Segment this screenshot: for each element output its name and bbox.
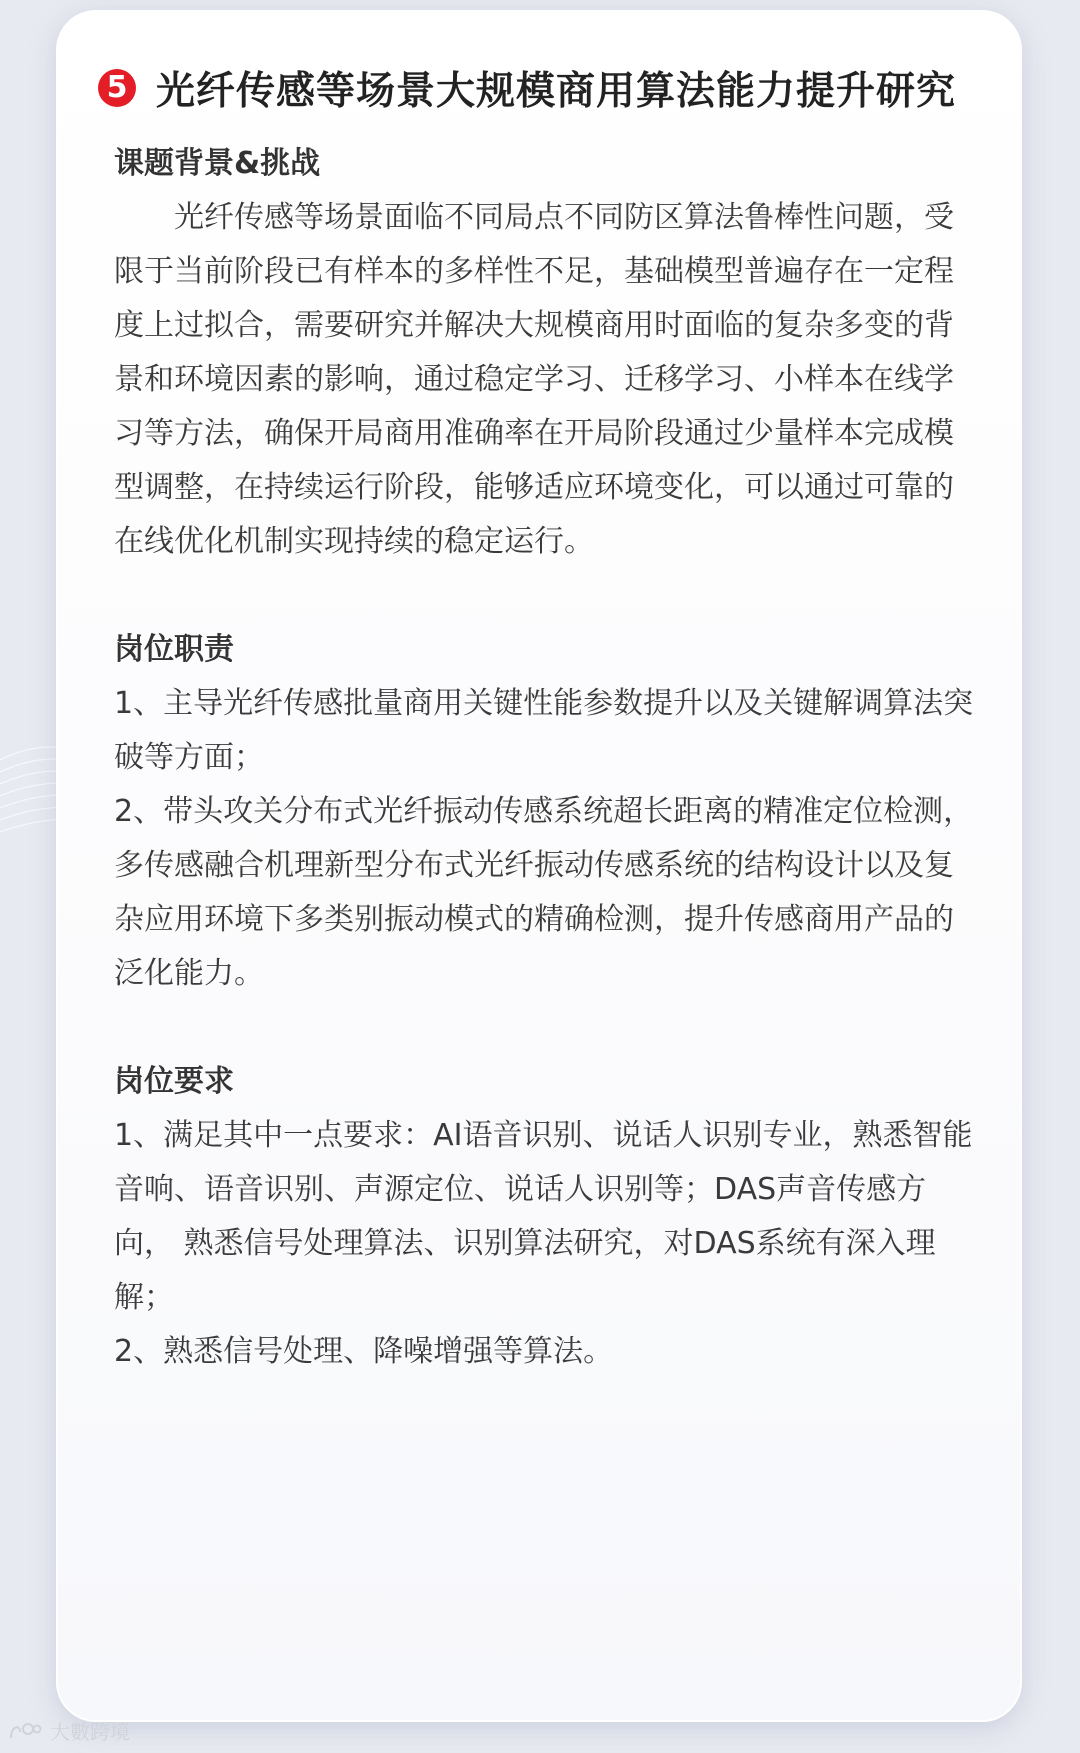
section-responsibilities <box>114 623 974 1001</box>
section-paragraph: 1、满足其中一点要求：AI语音识别、说话人识别专业，熟悉智能音响、语音识别、声源定位、说话人识别等；DAS声音传感方向， 熟悉信号处理算法、识别算法研究，对DAS系统有深入理解； <box>114 1118 973 1315</box>
card-header <box>98 60 956 116</box>
section-paragraph: 1、主导光纤传感批量商用关键性能参数提升以及关键解调算法突破等方面； <box>114 686 974 775</box>
card-content <box>114 137 974 1433</box>
number-badge: 5 <box>98 69 136 107</box>
job-card <box>56 10 1022 1722</box>
section-paragraph: 2、熟悉信号处理、降噪增强等算法。 <box>114 1334 614 1369</box>
section-paragraph: 光纤传感等场景面临不同局点不同防区算法鲁棒性问题，受限于当前阶段已有样本的多样性不足，基础模型普遍存在一定程度上过拟合，需要研究并解决大规模商用时面临的复杂多变的背景和环境因素的影响，通过稳定学习、迁移学习、小样本在线学习等方法，确保开局商用准确率在开局阶段通过少量样本完成模型调整，在持续运行阶段，能够适应环境变化，可以通过可靠的在线优化机制实现持续的稳定运行。 <box>114 200 954 559</box>
section-heading: 课题背景&挑战 <box>114 146 321 181</box>
watermark-logo-icon <box>8 1720 42 1742</box>
section-requirements <box>114 1055 974 1379</box>
section-paragraph: 2、带头攻关分布式光纤振动传感系统超长距离的精准定位检测，多传感融合机理新型分布式光纤振动传感系统的结构设计以及复杂应用环境下多类别振动模式的精确检测，提升传感商用产品的泛化能力。 <box>114 794 974 991</box>
watermark <box>8 1716 130 1745</box>
section-background <box>114 137 974 569</box>
card-title: 光纤传感等场景大规模商用算法能力提升研究 <box>156 69 957 114</box>
watermark-text: 大數跨境 <box>50 1720 130 1744</box>
section-heading: 岗位职责 <box>114 632 234 667</box>
section-heading: 岗位要求 <box>114 1064 234 1099</box>
